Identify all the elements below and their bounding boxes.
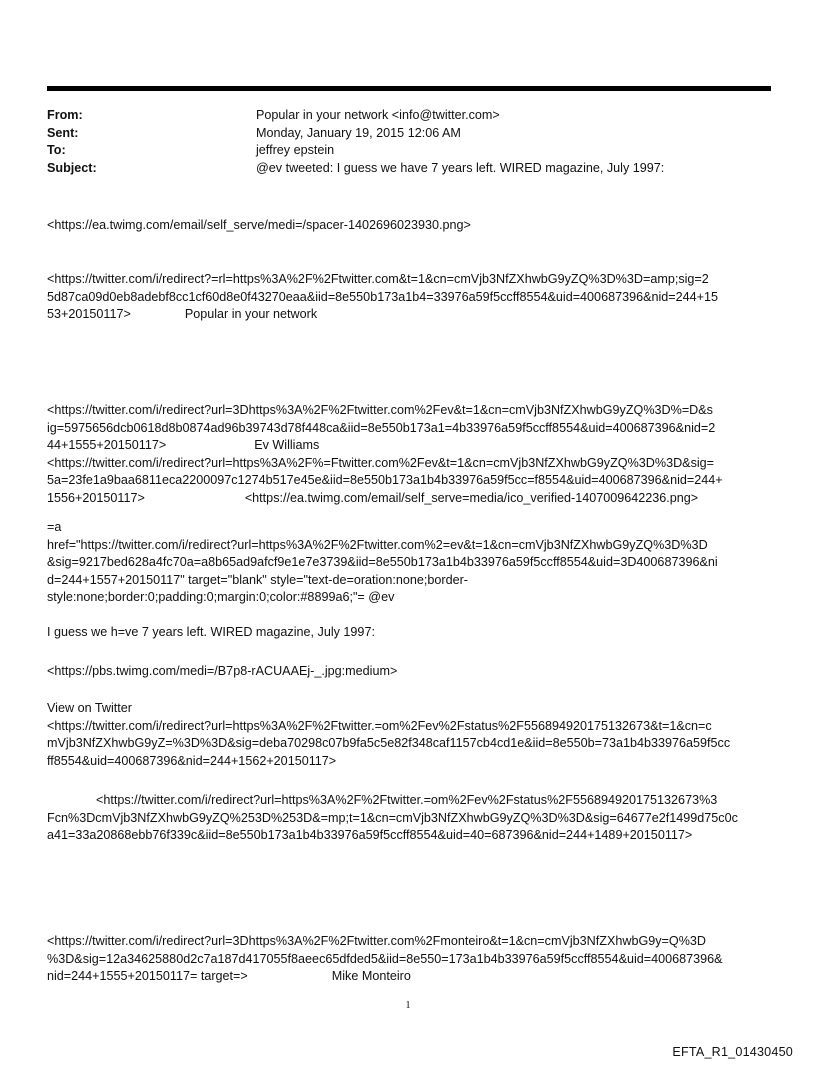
redirect-1-line: <https://twitter.com/i/redirect?=rl=https%3A%2F%2Ftwitter.com&t=1&cn=cmVjb3NfZXhwbG9yZQ%3D%3D=amp;sig=2 (47, 272, 709, 286)
monteiro-link-line: <https://twitter.com/i/redirect?url=3Dhttps%3A%2F%2Ftwitter.com%2Fmonteiro&t=1&cn=cmVjb3NfZXhwbG9y=Q%3D (47, 934, 706, 948)
sent-label: Sent: (47, 125, 79, 140)
popular-in-network-link[interactable]: Popular in your network (184, 307, 318, 321)
tweet-text (47, 624, 772, 642)
to-row (47, 142, 771, 160)
subject-label: Subject: (47, 160, 97, 175)
spacer-image-link (47, 217, 772, 235)
status-link-line: a41=33a20868ebb76f339c&iid=8e550b173a1b4b33976a59f5ccff8554&uid=40=687396&nid=244+1489+20150117> (47, 828, 693, 842)
from-row (47, 107, 771, 125)
subject-row (47, 160, 771, 178)
redirect-block-1 (47, 271, 772, 324)
redirect-3-line: <https://twitter.com/i/redirect?url=https%3A%2F%=Ftwitter.com%2Fev&t=1&cn=cmVjb3NfZXhwbG9yZQ%3D%3D&sig= (47, 455, 715, 470)
view-link-line: ff8554&uid=400687396&nid=244+1562+20150117> (47, 753, 337, 768)
monteiro-link-line: %3D&sig=12a34625880d2c7a187d417055f8aeec65dfded5&iid=8e550=173a1b4b33976a59f5ccff8554&uid=400687396& (47, 951, 723, 966)
view-link-line: mVjb3NfZXhwbG9yZ=%3D%3D&sig=deba70298c07b9fa5c5e82f348caf1157cb4cd1e&iid=8e550b=73a1b4b33976a59f5cc (47, 736, 731, 750)
anchor-line: =a (47, 520, 62, 534)
from-label: From: (47, 108, 83, 122)
redirect-3-line: 1556+20150117> (47, 490, 145, 505)
view-on-twitter-block (47, 700, 772, 770)
media-image-link (47, 663, 772, 681)
media-image-url: <https://pbs.twimg.com/medi=/B7p8-rACUAAEj-_.jpg:medium> (47, 664, 398, 678)
status-link-line: <https://twitter.com/i/redirect?url=https%3A%2F%2Ftwitter.=om%2Fev%2Fstatus%2F556894920175132673%3 (96, 793, 718, 807)
from-value: Popular in your network <info@twitter.com> (256, 108, 500, 122)
monteiro-block (47, 933, 772, 986)
verified-image-url: <https://ea.twimg.com/email/self_serve=media/ico_verified-1407009642236.png> (244, 490, 699, 505)
header-rule (47, 86, 771, 91)
monteiro-link-line: nid=244+1555+20150117= target=> (47, 969, 248, 983)
to-label: To: (47, 143, 66, 157)
ev-williams-link[interactable]: Ev Williams (254, 438, 320, 452)
sent-row (47, 125, 771, 143)
email-header (47, 107, 771, 177)
subject-value: @ev tweeted: I guess we have 7 years left. WIRED magazine, July 1997: (256, 160, 665, 175)
bates-number: EFTA_R1_01430450 (672, 1045, 793, 1059)
anchor-line: style:none;border:0;padding:0;margin:0;color:#8899a6;"= @ev (47, 590, 395, 604)
redirect-block-2 (47, 402, 772, 507)
redirect-2-line: <https://twitter.com/i/redirect?url=3Dhttps%3A%2F%2Ftwitter.com%2Fev&t=1&cn=cmVjb3NfZXhwbG9yZQ%3D%=D&s (47, 403, 713, 417)
anchor-line: href="https://twitter.com/i/redirect?url=https%3A%2F%2Ftwitter.com%2=ev&t=1&cn=cmVjb3NfZXhwbG9yZQ%3D%3D (47, 537, 708, 552)
tweet-text-line: I guess we h=ve 7 years left. WIRED magazine, July 1997: (47, 625, 375, 639)
sent-value: Monday, January 19, 2015 12:06 AM (256, 125, 461, 140)
view-link-line: <https://twitter.com/i/redirect?url=https%3A%2F%2Ftwitter.=om%2Fev%2Fstatus%2F556894920175132673&t=1&cn=c (47, 718, 712, 733)
redirect-3-line: 5a=23fe1a9baa6811eca2200097c1274b517e45e&iid=8e550b173a1b4b33976a59f5cc=f8554&uid=400687396&nid=244+ (47, 473, 723, 487)
spacer-image-url: <https://ea.twimg.com/email/self_serve/medi=/spacer-1402696023930.png> (47, 218, 471, 232)
redirect-2-line: ig=5975656dcb0618d8b0874ad96b39743d78f448ca&iid=8e550b173a1=4b33976a59f5ccff8554&uid=400687396&nid=2 (47, 420, 716, 435)
status-link-line: Fcn%3DcmVjb3NfZXhwbG9yZQ%253D%253D&=mp;t=1&cn=cmVjb3NfZXhwbG9yZQ%3D%3D&sig=64677e2f1499d75c0c (47, 810, 738, 825)
to-value: jeffrey epstein (256, 143, 335, 157)
page-number: 1 (405, 1000, 411, 1011)
redirect-2-line: 44+1555+20150117> (47, 438, 167, 452)
redirect-1-line: 53+20150117> (47, 307, 131, 321)
redirect-1-line: 5d87ca09d0eb8adebf8cc1cf60d8e0f43270eaa&iid=8e550b173a1b4=33976a59f5ccff8554&uid=400687396&nid=244+15 (47, 289, 719, 304)
mike-monteiro-link[interactable]: Mike Monteiro (331, 969, 411, 983)
anchor-line: d=244+1557+20150117" target="blank" style="text-de=oration:none;border- (47, 572, 468, 587)
anchor-block (47, 519, 772, 607)
status-link-block (47, 792, 772, 845)
view-on-twitter-link[interactable]: View on Twitter (47, 701, 132, 715)
anchor-line: &sig=9217bed628a4fc70a=a8b65ad9afcf9e1e7e3739&iid=8e550b173a1b4b33976a59f5ccff8554&uid=3D400687396&ni (47, 555, 718, 569)
